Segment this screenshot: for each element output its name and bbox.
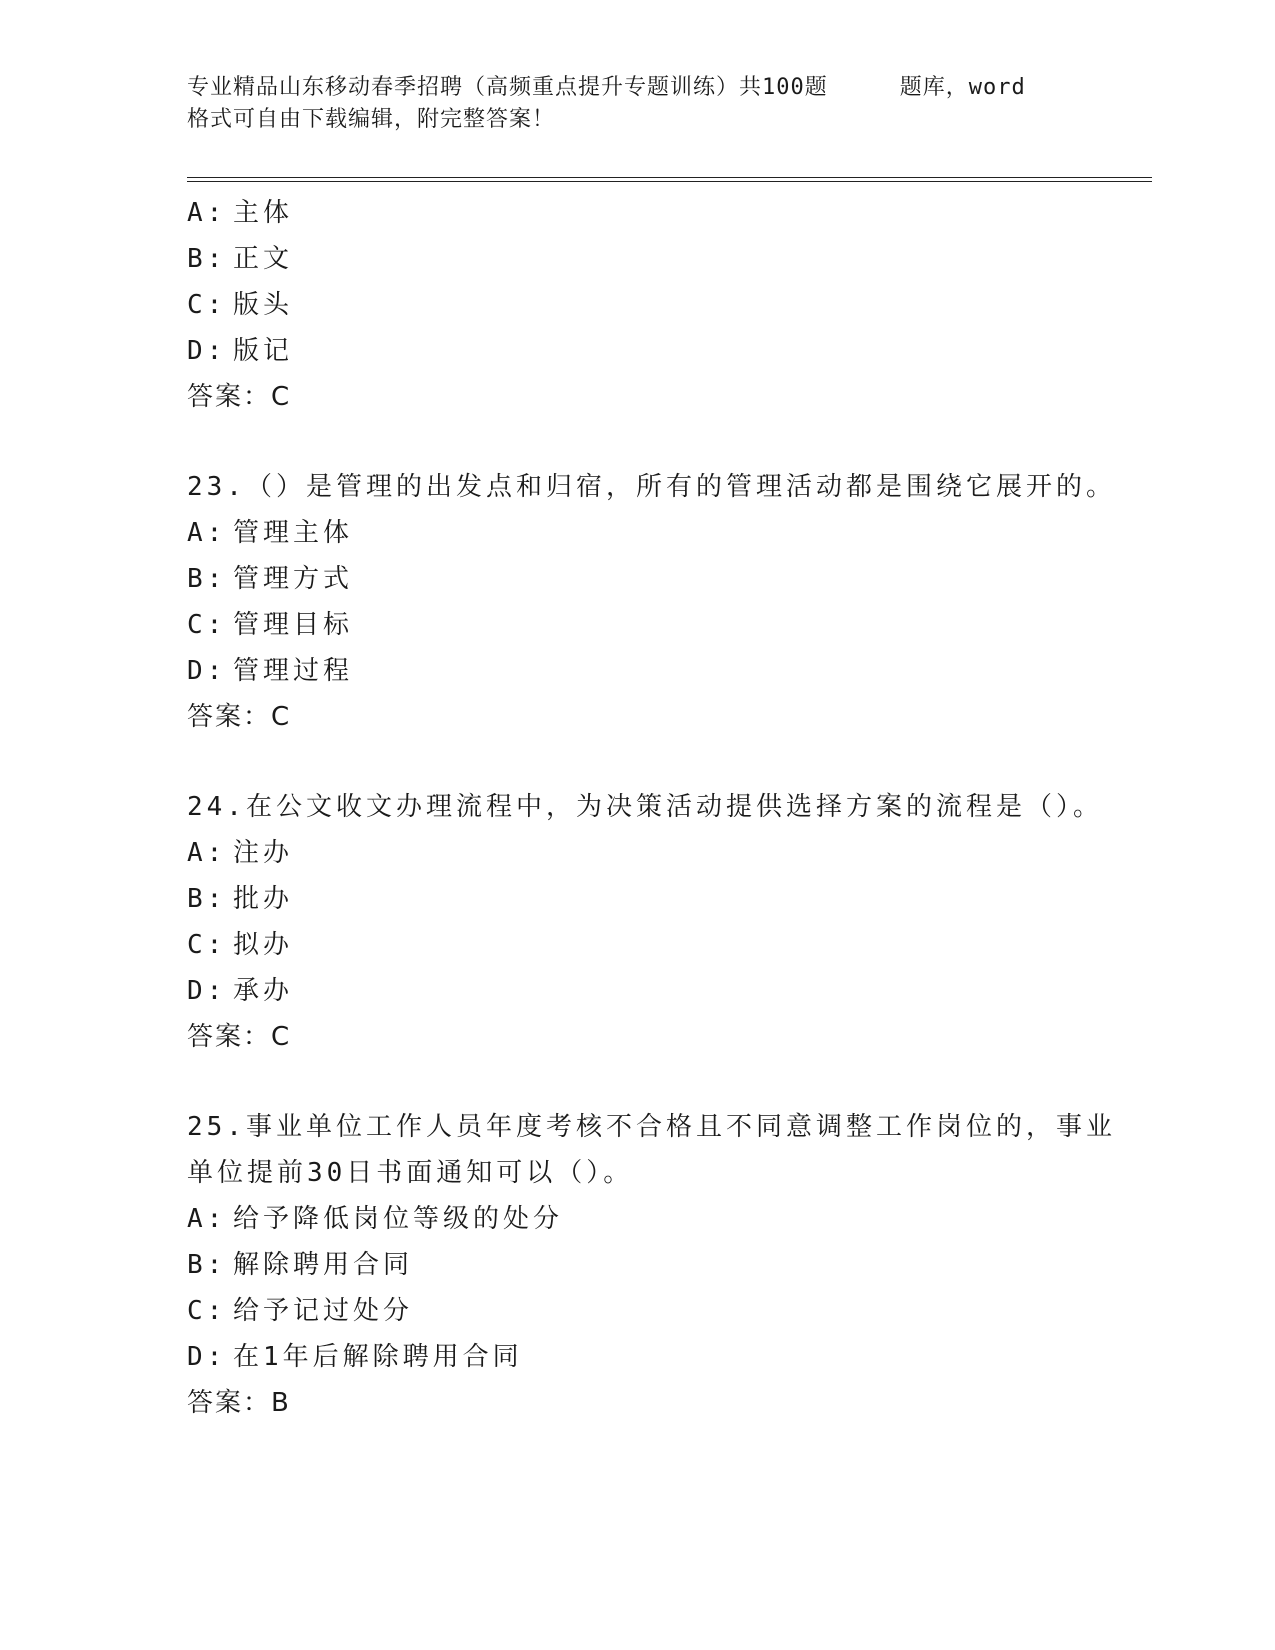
option-a: [187, 190, 1087, 236]
option-b: [187, 556, 1087, 602]
option-key: D:: [187, 336, 227, 366]
option-d: [187, 968, 1087, 1014]
option-key: A:: [187, 198, 227, 228]
option-text: 版头: [233, 290, 294, 320]
answer: 答案：C: [187, 382, 292, 412]
answer: 答案：B: [187, 1388, 291, 1418]
option-a: [187, 830, 1087, 876]
option-c: [187, 282, 1087, 328]
header-title: 专业精品山东移动春季招聘（高频重点提升专题训练）共100题: [187, 75, 828, 100]
option-key: B:: [187, 244, 227, 274]
option-text: 管理方式: [233, 564, 354, 594]
option-c: [187, 922, 1087, 968]
question-block-24: [187, 784, 1103, 1060]
option-text: 在1年后解除聘用合同: [233, 1342, 523, 1372]
question-stem: 25.事业单位工作人员年度考核不合格且不同意调整工作岗位的，事业: [187, 1112, 1116, 1142]
option-text: 给予降低岗位等级的处分: [233, 1204, 564, 1234]
question-block-23: [187, 464, 1116, 740]
option-key: A:: [187, 518, 227, 548]
option-b: [187, 1242, 1087, 1288]
option-text: 管理主体: [233, 518, 354, 548]
spacer: [187, 1060, 1087, 1104]
header-line-2: 格式可自由下载编辑，附完整答案！: [187, 107, 556, 132]
option-text: 批办: [233, 884, 294, 914]
page-header: [187, 72, 1087, 136]
option-a: [187, 1196, 1087, 1242]
option-key: A:: [187, 1204, 227, 1234]
question-list: [187, 190, 1116, 1426]
option-text: 管理目标: [233, 610, 354, 640]
question-stem: 24.在公文收文办理流程中，为决策活动提供选择方案的流程是（）。: [187, 792, 1103, 822]
question-block-25: [187, 1104, 1116, 1426]
option-d: [187, 648, 1087, 694]
option-text: 主体: [233, 198, 294, 228]
header-title-cont: 题库，word: [899, 75, 1026, 100]
header-divider-bottom: [187, 181, 1152, 182]
option-text: 正文: [233, 244, 294, 274]
option-key: B:: [187, 884, 227, 914]
option-text: 注办: [233, 838, 294, 868]
option-c: [187, 602, 1087, 648]
option-key: B:: [187, 564, 227, 594]
option-text: 解除聘用合同: [233, 1250, 414, 1280]
question-stem-cont: 单位提前30日书面通知可以（）。: [187, 1158, 634, 1188]
option-c: [187, 1288, 1087, 1334]
option-key: B:: [187, 1250, 227, 1280]
answer: 答案：C: [187, 702, 292, 732]
answer: 答案：C: [187, 1022, 292, 1052]
question-stem: 23.（）是管理的出发点和归宿，所有的管理活动都是围绕它展开的。: [187, 472, 1116, 502]
question-block-continued: [187, 190, 1087, 420]
option-d: [187, 328, 1087, 374]
option-b: [187, 236, 1087, 282]
header-divider-top: [187, 177, 1152, 178]
option-text: 给予记过处分: [233, 1296, 414, 1326]
spacer: [187, 420, 1087, 464]
option-key: C:: [187, 930, 227, 960]
option-a: [187, 510, 1087, 556]
option-d: [187, 1334, 1087, 1380]
option-text: 版记: [233, 336, 294, 366]
option-key: A:: [187, 838, 227, 868]
header-line-1: [187, 72, 1087, 104]
option-key: D:: [187, 656, 227, 686]
option-text: 拟办: [233, 930, 294, 960]
option-key: D:: [187, 976, 227, 1006]
option-key: C:: [187, 610, 227, 640]
option-text: 承办: [233, 976, 294, 1006]
option-key: C:: [187, 1296, 227, 1326]
option-key: C:: [187, 290, 227, 320]
spacer: [187, 740, 1087, 784]
option-key: D:: [187, 1342, 227, 1372]
option-text: 管理过程: [233, 656, 354, 686]
option-b: [187, 876, 1087, 922]
